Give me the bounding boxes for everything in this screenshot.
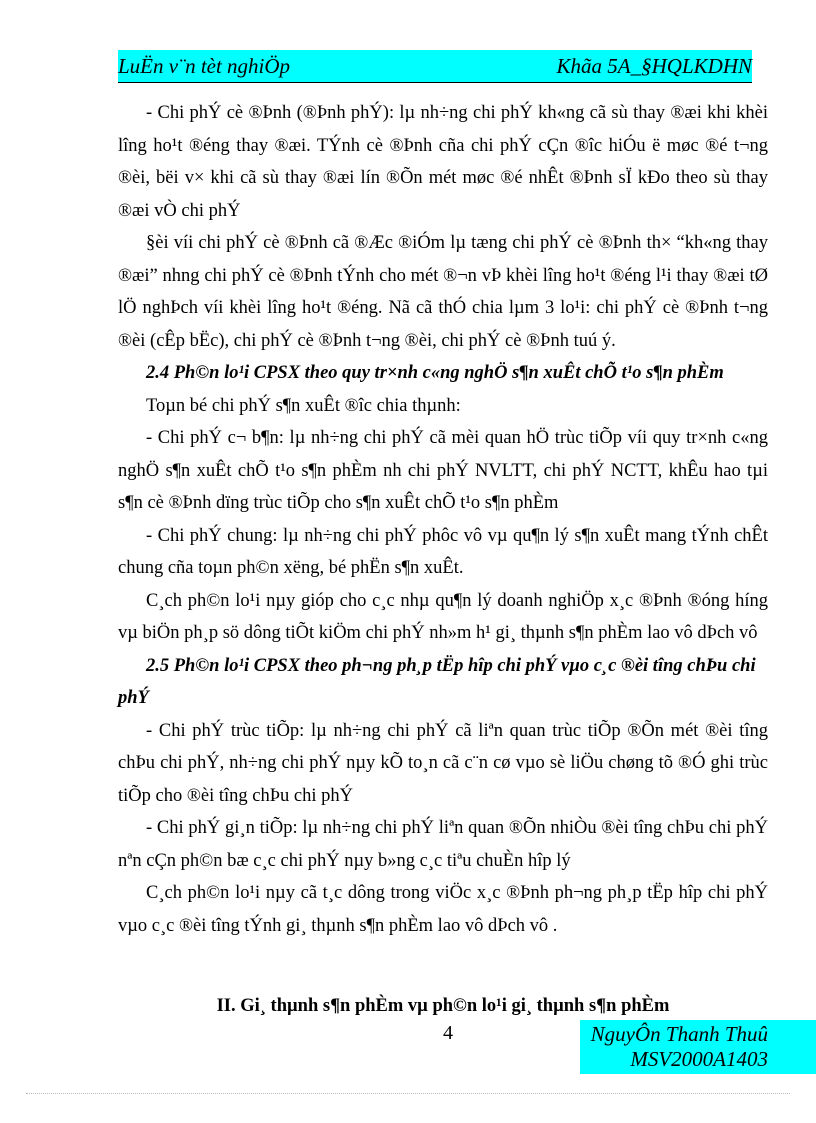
- header-thesis-title: LuËn v¨n tèt nghiÖp: [118, 54, 291, 78]
- page-header: [118, 50, 752, 83]
- paragraph-classification-effect: C¸ch ph©n lo¹i nµy cã t¸c dông trong viÖc x¸c ®Þnh ph¬ng ph¸p tËp hîp chi phÝ vµo c¸c ®èi tîng tÝnh gi¸ thµnh s¶n phÈm lao vô dÞch vô .: [118, 883, 768, 936]
- paragraph-direct-cost: - Chi phÝ trùc tiÕp: lµ nh÷ng chi phÝ cã liªn quan trùc tiÕp ®Õn mét ®èi tîng chÞu chi phÝ, nh÷ng chi phÝ nµy kÕ to¸n cã c¨n cø vµo sè liÖu chøng tõ ®Ó ghi trùc tiÕp cho ®èi tîng chÞu chi phÝ: [118, 720, 768, 806]
- paragraph-classification-use: C¸ch ph©n lo¹i nµy gióp cho c¸c nhµ qu¶n lý doanh nghiÖp x¸c ®Þnh ®óng híng vµ biÖn ph¸p sö dông tiÕt kiÖm chi phÝ nh»m h¹ gi¸ thµnh s¶n phÈm lao vô dÞch vô: [118, 590, 768, 643]
- paragraph-general-cost: - Chi phÝ chung: lµ nh÷ng chi phÝ phôc vô vµ qu¶n lý s¶n xuÊt mang tÝnh chÊt chung cña toµn ph©n xëng, bé phËn s¶n xuÊt.: [118, 525, 768, 578]
- page-footer: [580, 1020, 816, 1074]
- page-divider: [26, 1093, 790, 1094]
- paragraph-indirect-cost: - Chi phÝ gi¸n tiÕp: lµ nh÷ng chi phÝ liªn quan ®Õn nhiÒu ®èi tîng chÞu chi phÝ nªn cÇn ph©n bæ c¸c chi phÝ nµy b»ng c¸c tiªu chuÈn hîp lý: [118, 818, 768, 871]
- paragraph-fixed-cost-detail: §èi víi chi phÝ cè ®Þnh cã ®Æc ®iÓm lµ tæng chi phÝ cè ®Þnh th× “kh«ng thay ®æi” nhng chi phÝ cè ®Þnh tÝnh cho mét ®¬n vÞ khèi lîng ho¹t ®éng l¹i thay ®æi tØ lÖ nghÞch víi khèi lîng ho¹t ®éng. Nã cã thÓ chia lµm 3 lo¹i: chi phÝ cè ®Þnh t¬ng ®èi (cÊp bËc), chi phÝ cè ®Þnh t¬ng ®èi, chi phÝ cè ®Þnh tuú ý.: [118, 233, 768, 351]
- section-title-ii: II. Gi¸ thµnh s¶n phÈm vµ ph©n lo¹i gi¸ thµnh s¶n phÈm: [216, 996, 670, 1016]
- heading-2-4: 2.4 Ph©n lo¹i CPSX theo quy tr×nh c«ng nghÖ s¶n xuÊt chÕ t¹o s¶n phÈm: [146, 363, 724, 383]
- paragraph-production-cost: Toµn bé chi phÝ s¶n xuÊt ®îc chia thµnh:: [146, 395, 461, 416]
- paragraph-fixed-cost: - Chi phÝ cè ®Þnh (®Þnh phÝ): lµ nh÷ng chi phÝ kh«ng cã sù thay ®æi khi khèi lîng ho¹t ®éng thay ®æi. TÝnh cè ®Þnh cña chi phÝ cÇn ®îc hiÓu ë møc ®é t¬ng ®èi, bëi v× khi cã sù thay ®æi lín ®Õn mét møc ®é nhÊt ®Þnh sÏ kÐo theo sù thay ®æi vÒ chi phÝ: [118, 103, 768, 221]
- footer-student-id: MSV2000A1403: [630, 1047, 768, 1071]
- paragraph-basic-cost: - Chi phÝ c¬ b¶n: lµ nh÷ng chi phÝ cã mèi quan hÖ trùc tiÕp víi quy tr×nh c«ng nghÖ s¶n xuÊt chÕ t¹o s¶n phÈm nh chi phÝ NVLTT, chi phÝ NCTT, khÊu hao tµi s¶n cè ®Þnh dïng trùc tiÕp cho s¶n xuÊt chÕ t¹o s¶n phÈm: [118, 428, 768, 513]
- header-class-code: Khãa 5A_§HQLKDHN: [556, 54, 752, 78]
- footer-author-name: NguyÔn Thanh Thuû: [590, 1022, 768, 1046]
- document-body: [118, 97, 768, 1016]
- heading-2-5: 2.5 Ph©n lo¹i CPSX theo ph¬ng ph¸p tËp hîp chi phÝ vµo c¸c ®èi tîng chÞu chi phÝ: [118, 655, 756, 708]
- page-number: 4: [443, 1022, 453, 1044]
